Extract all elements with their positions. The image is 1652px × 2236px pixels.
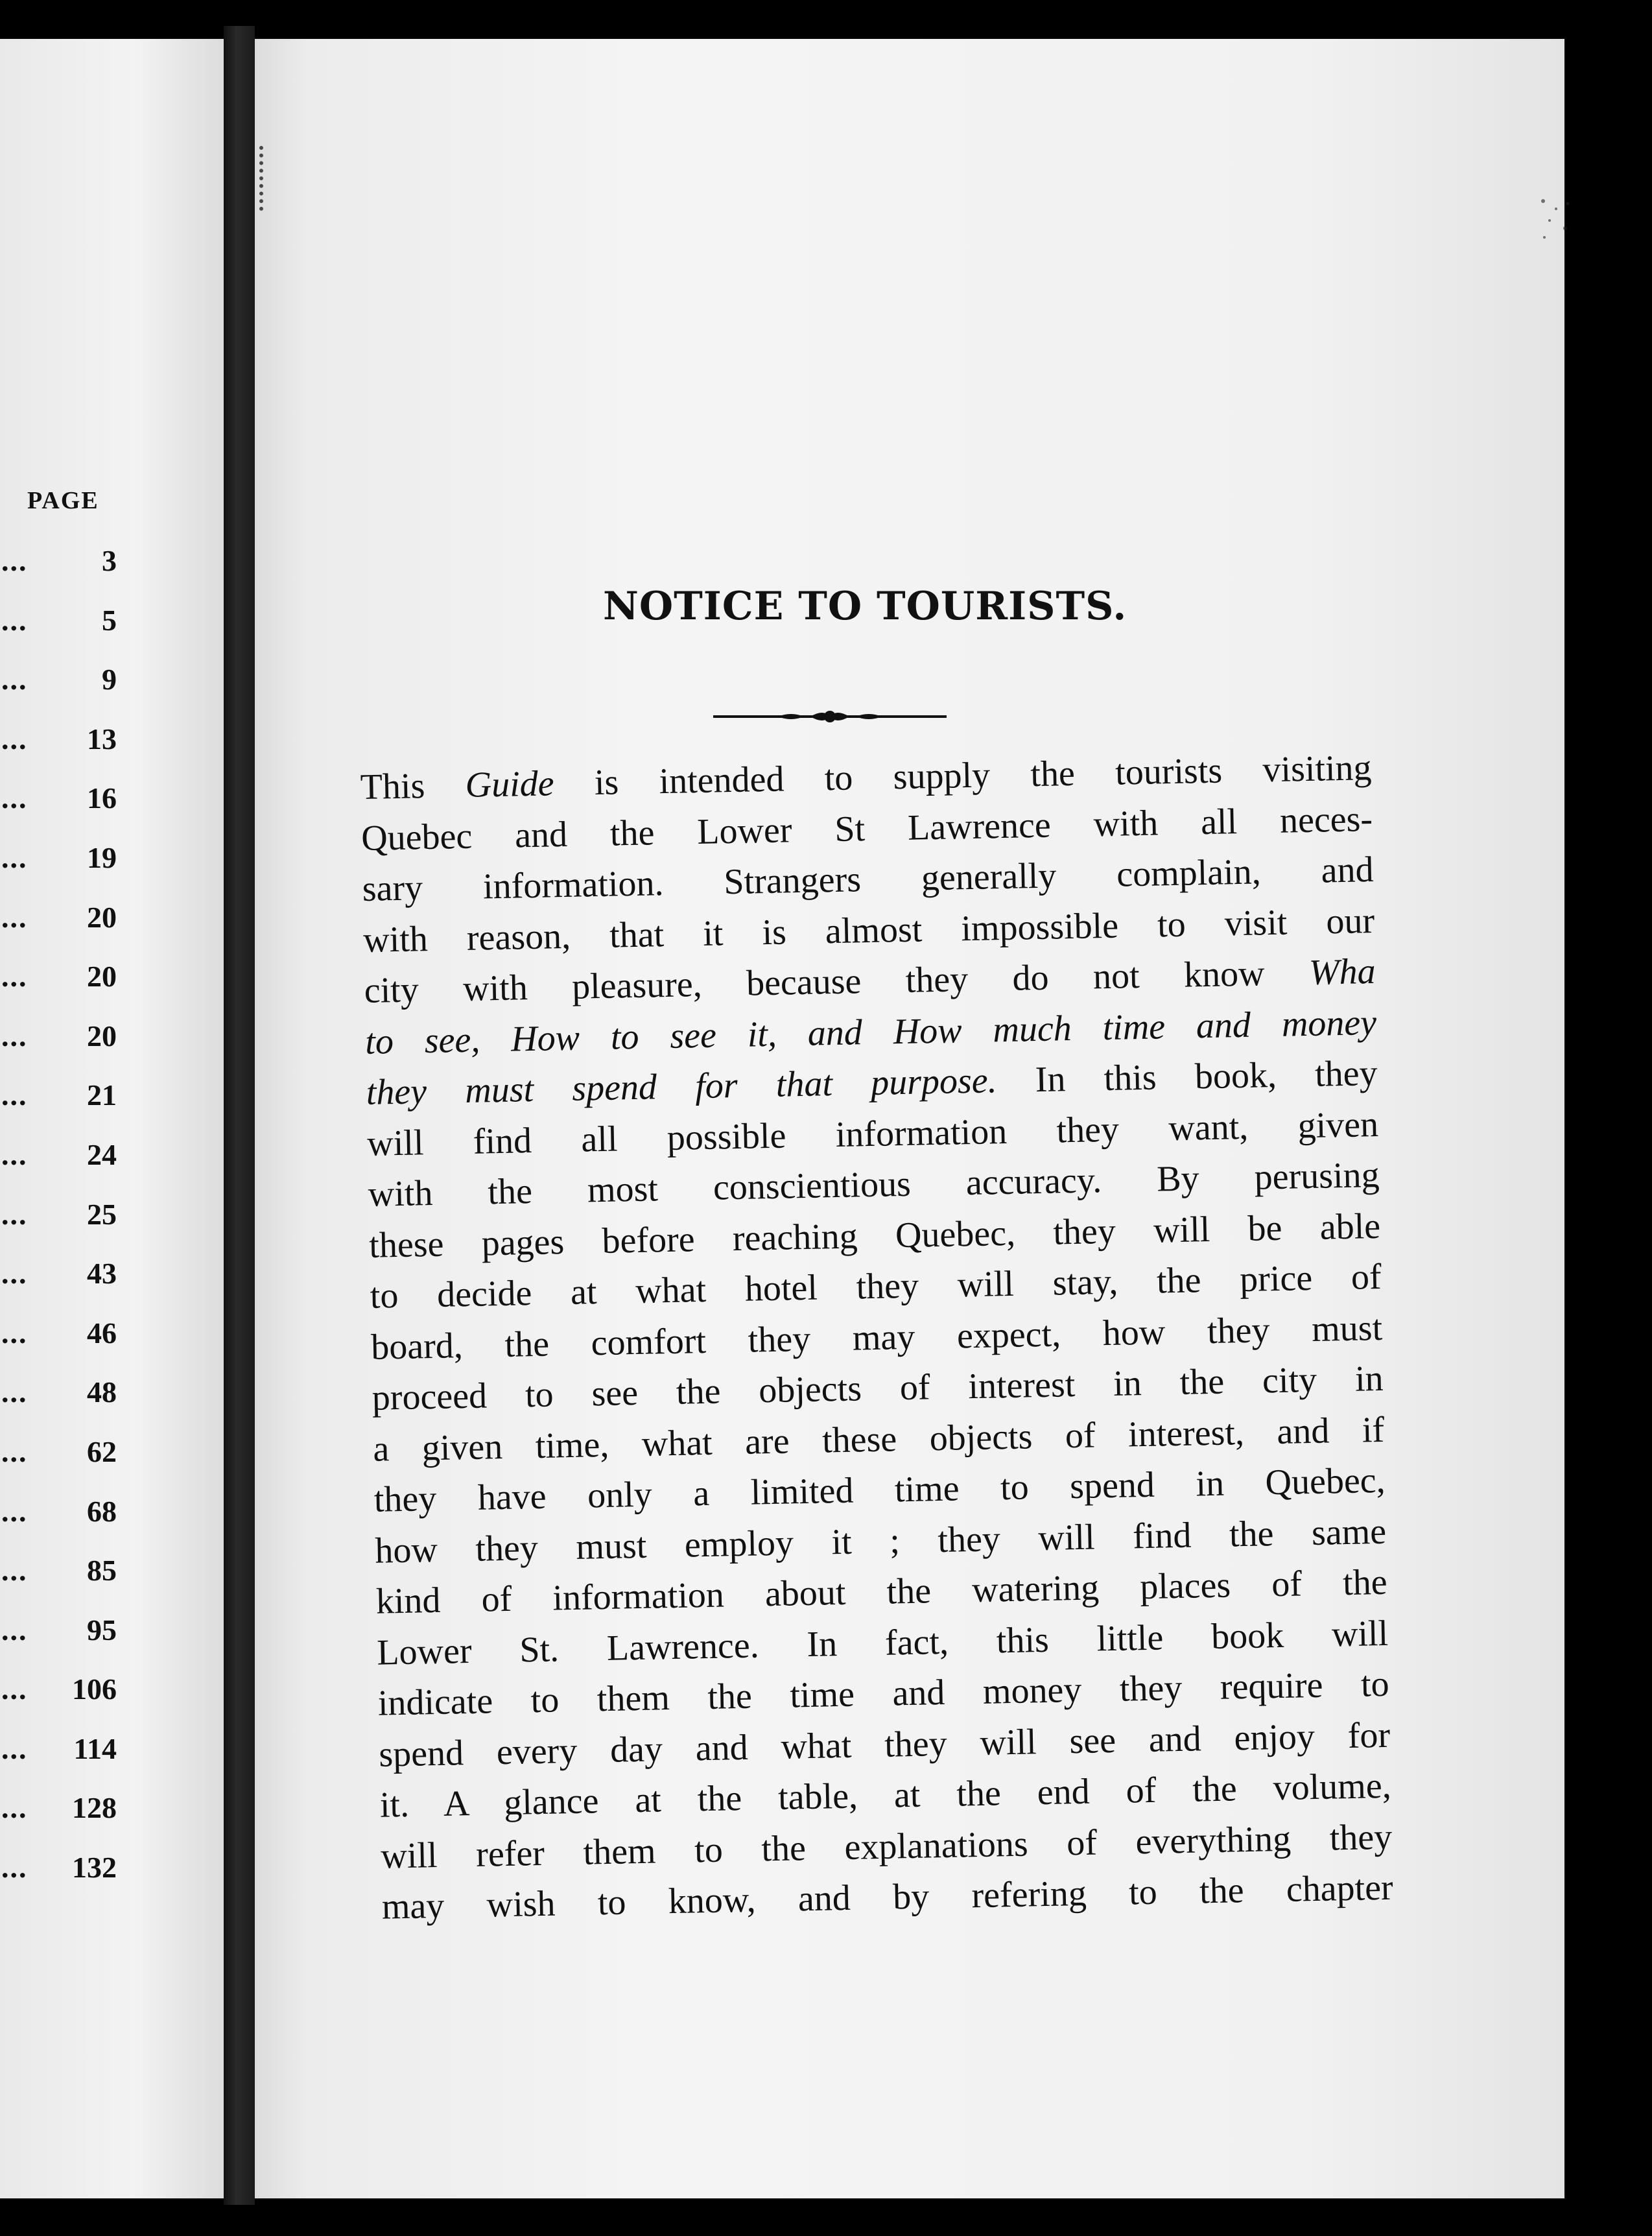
toc-page-number: 114	[73, 1731, 117, 1765]
toc-entry	[0, 660, 117, 720]
toc-page-number: 20	[87, 1019, 117, 1053]
toc-page-number: 9	[102, 663, 117, 696]
toc-page-number: 19	[87, 840, 117, 874]
toc-page-number: 68	[87, 1494, 117, 1528]
body-text-line: they have only a limited time to spend in Quebec,	[373, 1460, 1386, 1520]
toc-entry	[0, 1730, 117, 1789]
toc-page-number: 132	[72, 1851, 117, 1885]
body-text-line: they must spend for that purpose. In this book, they	[366, 1053, 1378, 1113]
toc-page-number: 5	[102, 603, 117, 637]
body-text-line: may wish to know, and by refering to the chapter	[381, 1867, 1394, 1927]
body-text-line: to decide at what hotel they will stay, the price of	[370, 1256, 1382, 1316]
body-text-line: kind of information about the watering places of the	[375, 1562, 1388, 1622]
toc-leader-dots: ...	[1, 1851, 28, 1885]
toc-page-number: 20	[87, 960, 117, 993]
toc-page-number: 3	[102, 544, 117, 577]
toc-page-numbers	[0, 541, 117, 1908]
toc-leader-dots: ...	[1, 1137, 28, 1171]
body-text-line: will refer them to the explanations of everything they	[380, 1816, 1393, 1877]
body-text-line: these pages before reaching Quebec, they will be able	[368, 1206, 1381, 1266]
page-title: NOTICE TO TOURISTS.	[603, 584, 1127, 629]
toc-entry	[0, 1433, 117, 1492]
body-text-line: it. A glance at the table, at the end of the volume,	[379, 1765, 1392, 1826]
toc-entry	[0, 1017, 117, 1076]
toc-entry	[0, 1076, 117, 1136]
toc-leader-dots: ...	[1, 544, 28, 577]
toc-entry	[0, 1492, 117, 1552]
toc-entry	[0, 1314, 117, 1374]
body-text-line: spend every day and what they will see and enjoy for	[378, 1715, 1391, 1775]
toc-leader-dots: ...	[1, 1791, 28, 1825]
body-text-line: This Guide is intended to supply the tourists visiting	[360, 748, 1373, 807]
page-marker-mark	[259, 146, 280, 211]
toc-entry	[0, 1789, 117, 1848]
toc-entry	[0, 1195, 117, 1255]
italic-text: Guide	[465, 763, 555, 805]
toc-page-number: 25	[87, 1197, 117, 1231]
body-text-line: will find all possible information they want, given	[366, 1104, 1379, 1164]
toc-leader-dots: ...	[1, 781, 28, 815]
toc-entry	[0, 898, 117, 958]
italic-text: to see, How to see it, and How much time and money	[364, 1002, 1377, 1062]
toc-leader-dots: ...	[1, 1554, 28, 1588]
toc-page-number: 43	[87, 1257, 117, 1290]
toc-entry	[0, 1611, 117, 1671]
toc-leader-dots: ...	[1, 1197, 28, 1231]
toc-page-number: 128	[72, 1791, 117, 1825]
toc-entry	[0, 1551, 117, 1611]
toc-entry	[0, 779, 117, 838]
body-text-line: with the most conscientious accuracy. By perusing	[368, 1154, 1380, 1215]
toc-page-number: 21	[87, 1078, 117, 1112]
body-text-line: proceed to see the objects of interest in the city in	[372, 1358, 1384, 1418]
toc-page-number: 95	[87, 1613, 117, 1647]
body-text-line: Lower St. Lawrence. In fact, this little book will	[376, 1613, 1389, 1673]
toc-leader-dots: ...	[1, 1494, 28, 1528]
toc-entry	[0, 1254, 117, 1314]
toc-leader-dots: ...	[1, 603, 28, 637]
body-text-line: a given time, what are these objects of interest, and if	[372, 1409, 1385, 1469]
toc-page-number: 46	[87, 1316, 117, 1350]
toc-entry	[0, 1848, 117, 1908]
toc-entry	[0, 1136, 117, 1195]
toc-page-number: 62	[87, 1434, 117, 1468]
italic-text: they must spend for that purpose.	[366, 1060, 998, 1113]
toc-page-number: 48	[87, 1375, 117, 1409]
toc-page-number: 13	[87, 722, 117, 755]
toc-leader-dots: ...	[1, 1613, 28, 1647]
body-text-line: sary information. Strangers generally complain, and	[362, 850, 1375, 909]
notice-body-text	[360, 743, 1395, 1988]
toc-entry	[0, 1373, 117, 1433]
toc-leader-dots: ...	[1, 1434, 28, 1468]
title-ornament-rule	[713, 704, 947, 730]
toc-leader-dots: ...	[1, 960, 28, 993]
toc-leader-dots: ...	[1, 1257, 28, 1290]
body-text-line: board, the comfort they may expect, how they must	[370, 1307, 1383, 1368]
book-gutter	[224, 26, 255, 2205]
toc-leader-dots: ...	[1, 1019, 28, 1053]
toc-page-column-label: PAGE	[27, 487, 99, 514]
toc-leader-dots: ...	[1, 1731, 28, 1765]
toc-entry	[0, 720, 117, 779]
body-text-line: with reason, that it is almost impossible to visit our	[362, 900, 1375, 960]
italic-text: Wha	[1308, 951, 1376, 993]
toc-page-number: 16	[87, 781, 117, 815]
toc-entry	[0, 957, 117, 1017]
toc-page-number: 24	[87, 1137, 117, 1171]
body-text-line: indicate to them the time and money they require to	[377, 1663, 1390, 1724]
toc-leader-dots: ...	[1, 900, 28, 934]
body-text-line: city with pleasure, because they do not know Wha	[364, 951, 1376, 1011]
toc-entry	[0, 541, 117, 601]
toc-page-number: 20	[87, 900, 117, 934]
toc-leader-dots: ...	[1, 1375, 28, 1409]
scan-noise-specks	[1537, 195, 1575, 246]
toc-leader-dots: ...	[1, 1672, 28, 1706]
toc-leader-dots: ...	[1, 722, 28, 755]
toc-entry	[0, 838, 117, 898]
toc-page-number: 106	[72, 1672, 117, 1706]
body-text-line: how they must employ it ; they will find the same	[374, 1511, 1387, 1571]
toc-leader-dots: ...	[1, 1078, 28, 1112]
body-text-line: Quebec and the Lower St Lawrence with all neces-	[360, 798, 1373, 859]
toc-entry	[0, 1670, 117, 1730]
toc-page-number: 85	[87, 1554, 117, 1588]
toc-leader-dots: ...	[1, 663, 28, 696]
toc-entry	[0, 601, 117, 661]
toc-leader-dots: ...	[1, 840, 28, 874]
toc-leader-dots: ...	[1, 1316, 28, 1350]
